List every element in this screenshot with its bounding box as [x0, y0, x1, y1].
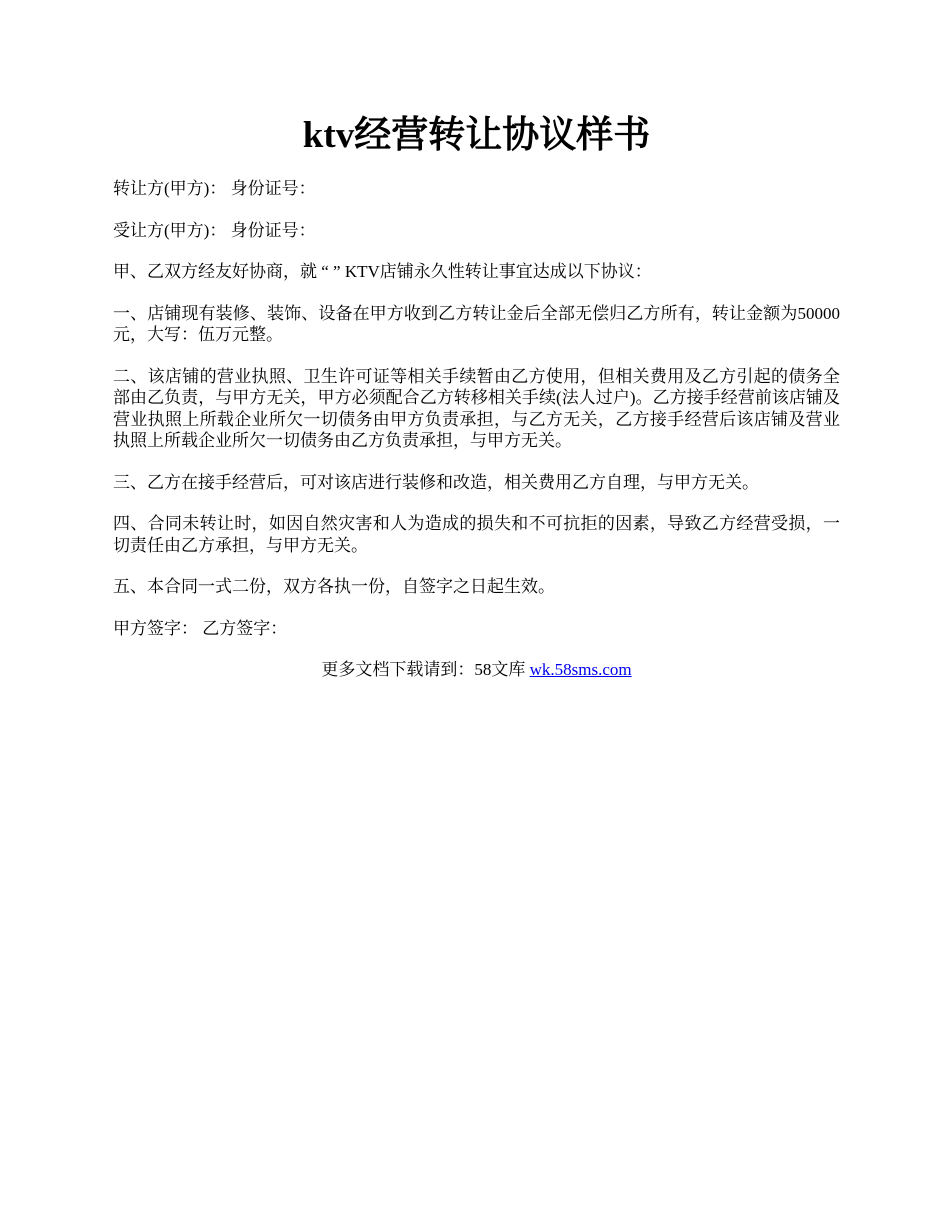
clause-4: 四、合同未转让时，如因自然灾害和人为造成的损失和不可抗拒的因素，导致乙方经营受损，一切责任由乙方承担，与甲方无关。 [113, 514, 840, 555]
document-body [113, 108, 840, 681]
clause-2: 二、该店铺的营业执照、卫生许可证等相关手续暂由乙方使用，但相关费用及乙方引起的债务全部由乙负责，与甲方无关，甲方必须配合乙方转移相关手续(法人过户)。乙方接手经营前该店铺及营业执照上所载企业所欠一切债务由甲方负责承担，与乙方无关，乙方接手经营后该店铺及营业执照上所载企业所欠一切债务由乙方负责承担，与甲方无关。 [113, 366, 840, 450]
clause-1: 一、店铺现有装修、装饰、设备在甲方收到乙方转让金后全部无偿归乙方所有，转让金额为50000元，大写：伍万元整。 [113, 303, 840, 344]
transferor-line: 转让方(甲方)： 身份证号： [113, 179, 316, 198]
document-title: ktv经营转让协议样书 [302, 115, 651, 156]
footer-text: 更多文档下载请到：58文库 [321, 660, 530, 679]
clause-5: 五、本合同一式二份，双方各执一份，自签字之日起生效。 [113, 577, 555, 596]
footer-link[interactable]: wk.58sms.com [529, 660, 632, 679]
signature-line: 甲方签字： 乙方签字： [113, 618, 288, 638]
download-footer [113, 659, 840, 681]
agreement-intro: 甲、乙双方经友好协商，就 “ ” KTV店铺永久性转让事宜达成以下协议： [113, 262, 652, 281]
clause-3: 三、乙方在接手经营后，可对该店进行装修和改造，相关费用乙方自理，与甲方无关。 [113, 472, 759, 492]
transferee-line: 受让方(甲方)： 身份证号： [113, 220, 316, 240]
